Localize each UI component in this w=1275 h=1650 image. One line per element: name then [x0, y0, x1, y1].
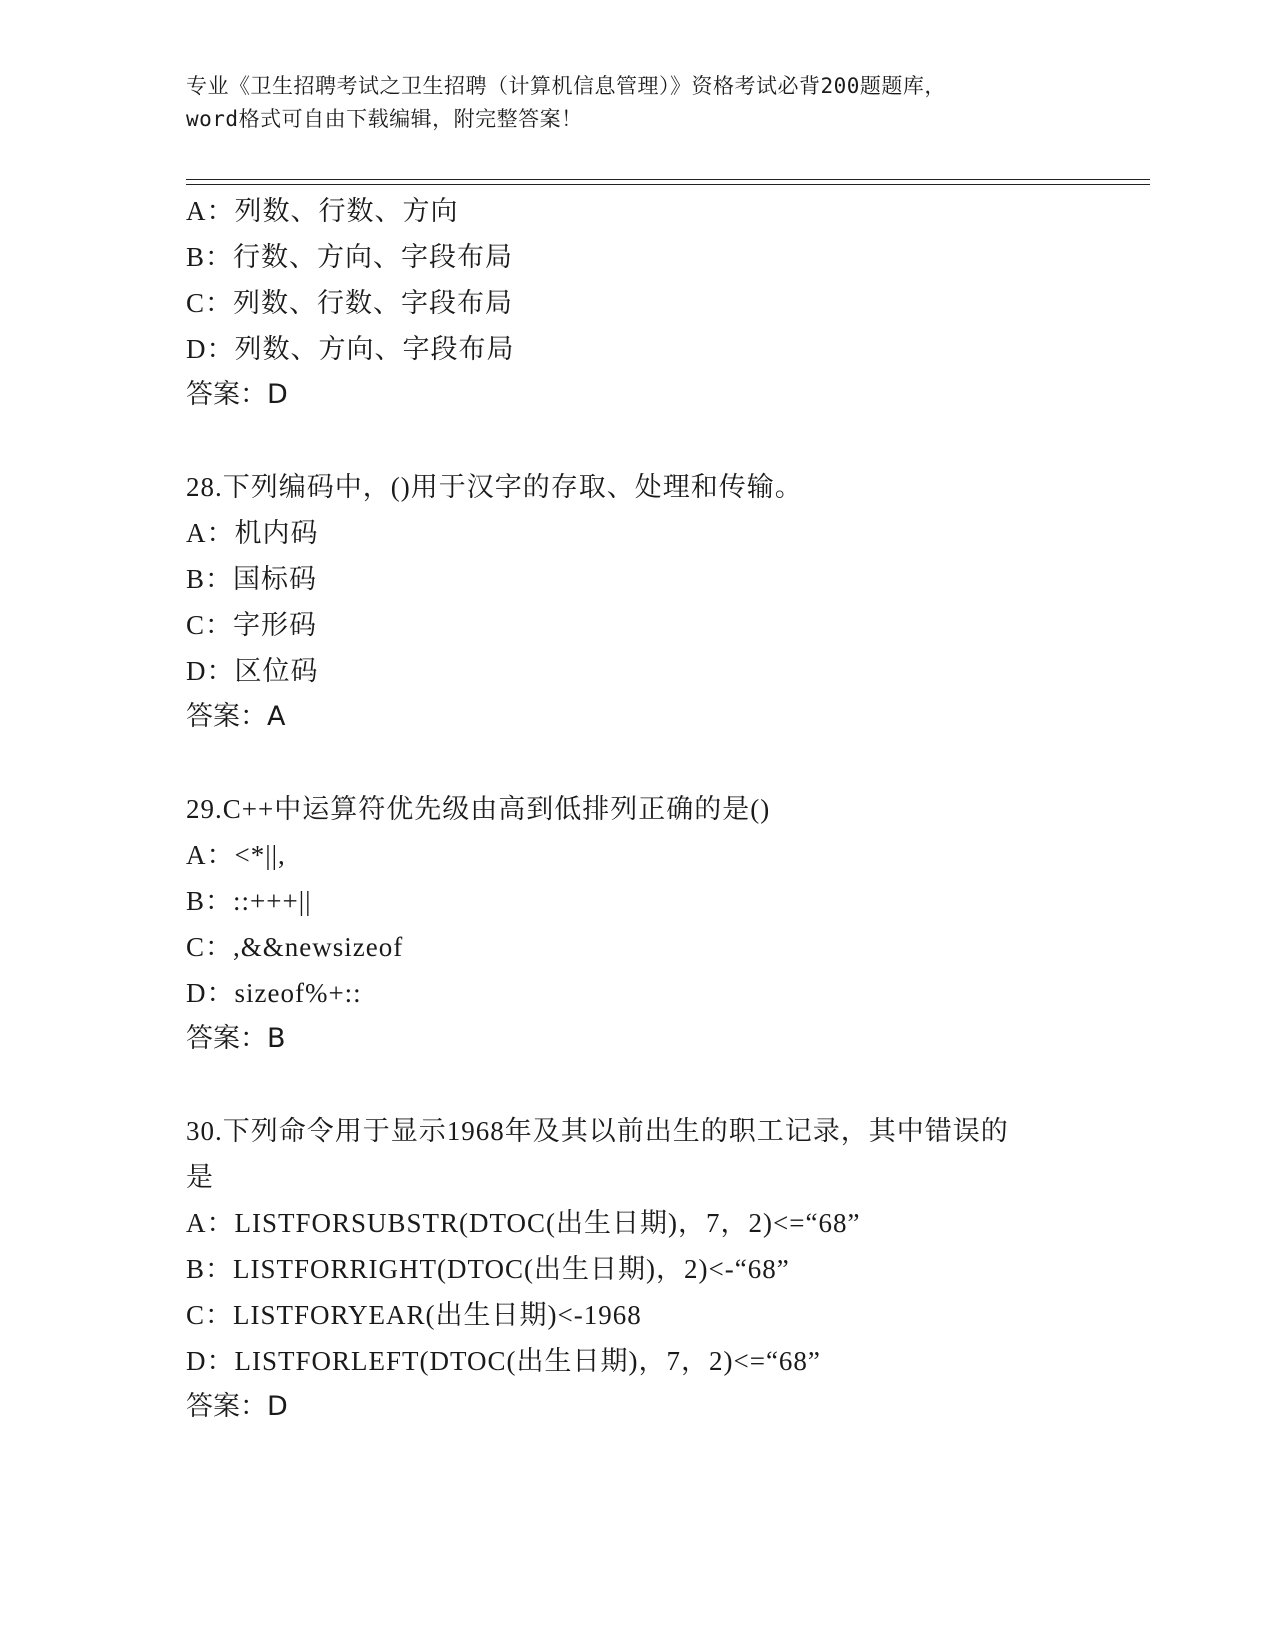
- option-d: D：区位码: [186, 656, 319, 686]
- answer-line: 答案：A: [186, 701, 286, 732]
- option-a: A：机内码: [186, 518, 319, 548]
- option-b: B：LISTFORRIGHT(DTOC(出生日期)，2)<-“68”: [186, 1254, 790, 1284]
- spacer: [186, 1062, 1086, 1108]
- question-title: 29.C++中运算符优先级由高到低排列正确的是(): [186, 794, 771, 824]
- question-27: [186, 188, 1086, 418]
- option-d: D：LISTFORLEFT(DTOC(出生日期)，7，2)<=“68”: [186, 1346, 821, 1376]
- document-header: [186, 70, 1086, 136]
- answer-line: 答案：D: [186, 379, 288, 410]
- option-c: C：LISTFORYEAR(出生日期)<-1968: [186, 1300, 642, 1330]
- option-b: B：::+++||: [186, 886, 312, 916]
- question-list: [186, 188, 1086, 1430]
- option-d: D：sizeof%+::: [186, 978, 362, 1008]
- header-rule-top: [186, 179, 1150, 180]
- option-c: C：,&&newsizeof: [186, 932, 404, 962]
- answer-line: 答案：D: [186, 1391, 288, 1422]
- option-b: B：国标码: [186, 564, 318, 594]
- spacer: [186, 740, 1086, 786]
- answer-line: 答案：B: [186, 1023, 286, 1054]
- question-title-line-1: 30.下列命令用于显示1968年及其以前出生的职工记录，其中错误的: [186, 1116, 1009, 1146]
- question-title: 28.下列编码中，()用于汉字的存取、处理和传输。: [186, 472, 803, 502]
- option-c: C：字形码: [186, 610, 318, 640]
- header-line-2: word格式可自由下载编辑，附完整答案！: [186, 107, 583, 131]
- option-d: D：列数、方向、字段布局: [186, 334, 515, 364]
- header-rule-bottom: [186, 184, 1150, 185]
- question-29: [186, 786, 1086, 1062]
- option-c: C：列数、行数、字段布局: [186, 288, 514, 318]
- option-a: A：列数、行数、方向: [186, 196, 459, 226]
- option-a: A：LISTFORSUBSTR(DTOC(出生日期)，7，2)<=“68”: [186, 1208, 861, 1238]
- option-a: A：<*||,: [186, 840, 286, 870]
- question-title-line-2: 是: [186, 1162, 214, 1192]
- header-line-1: 专业《卫生招聘考试之卫生招聘（计算机信息管理）》资格考试必背200题题库，: [186, 74, 946, 98]
- option-b: B：行数、方向、字段布局: [186, 242, 514, 272]
- question-28: [186, 464, 1086, 740]
- question-30: [186, 1108, 1086, 1430]
- spacer: [186, 418, 1086, 464]
